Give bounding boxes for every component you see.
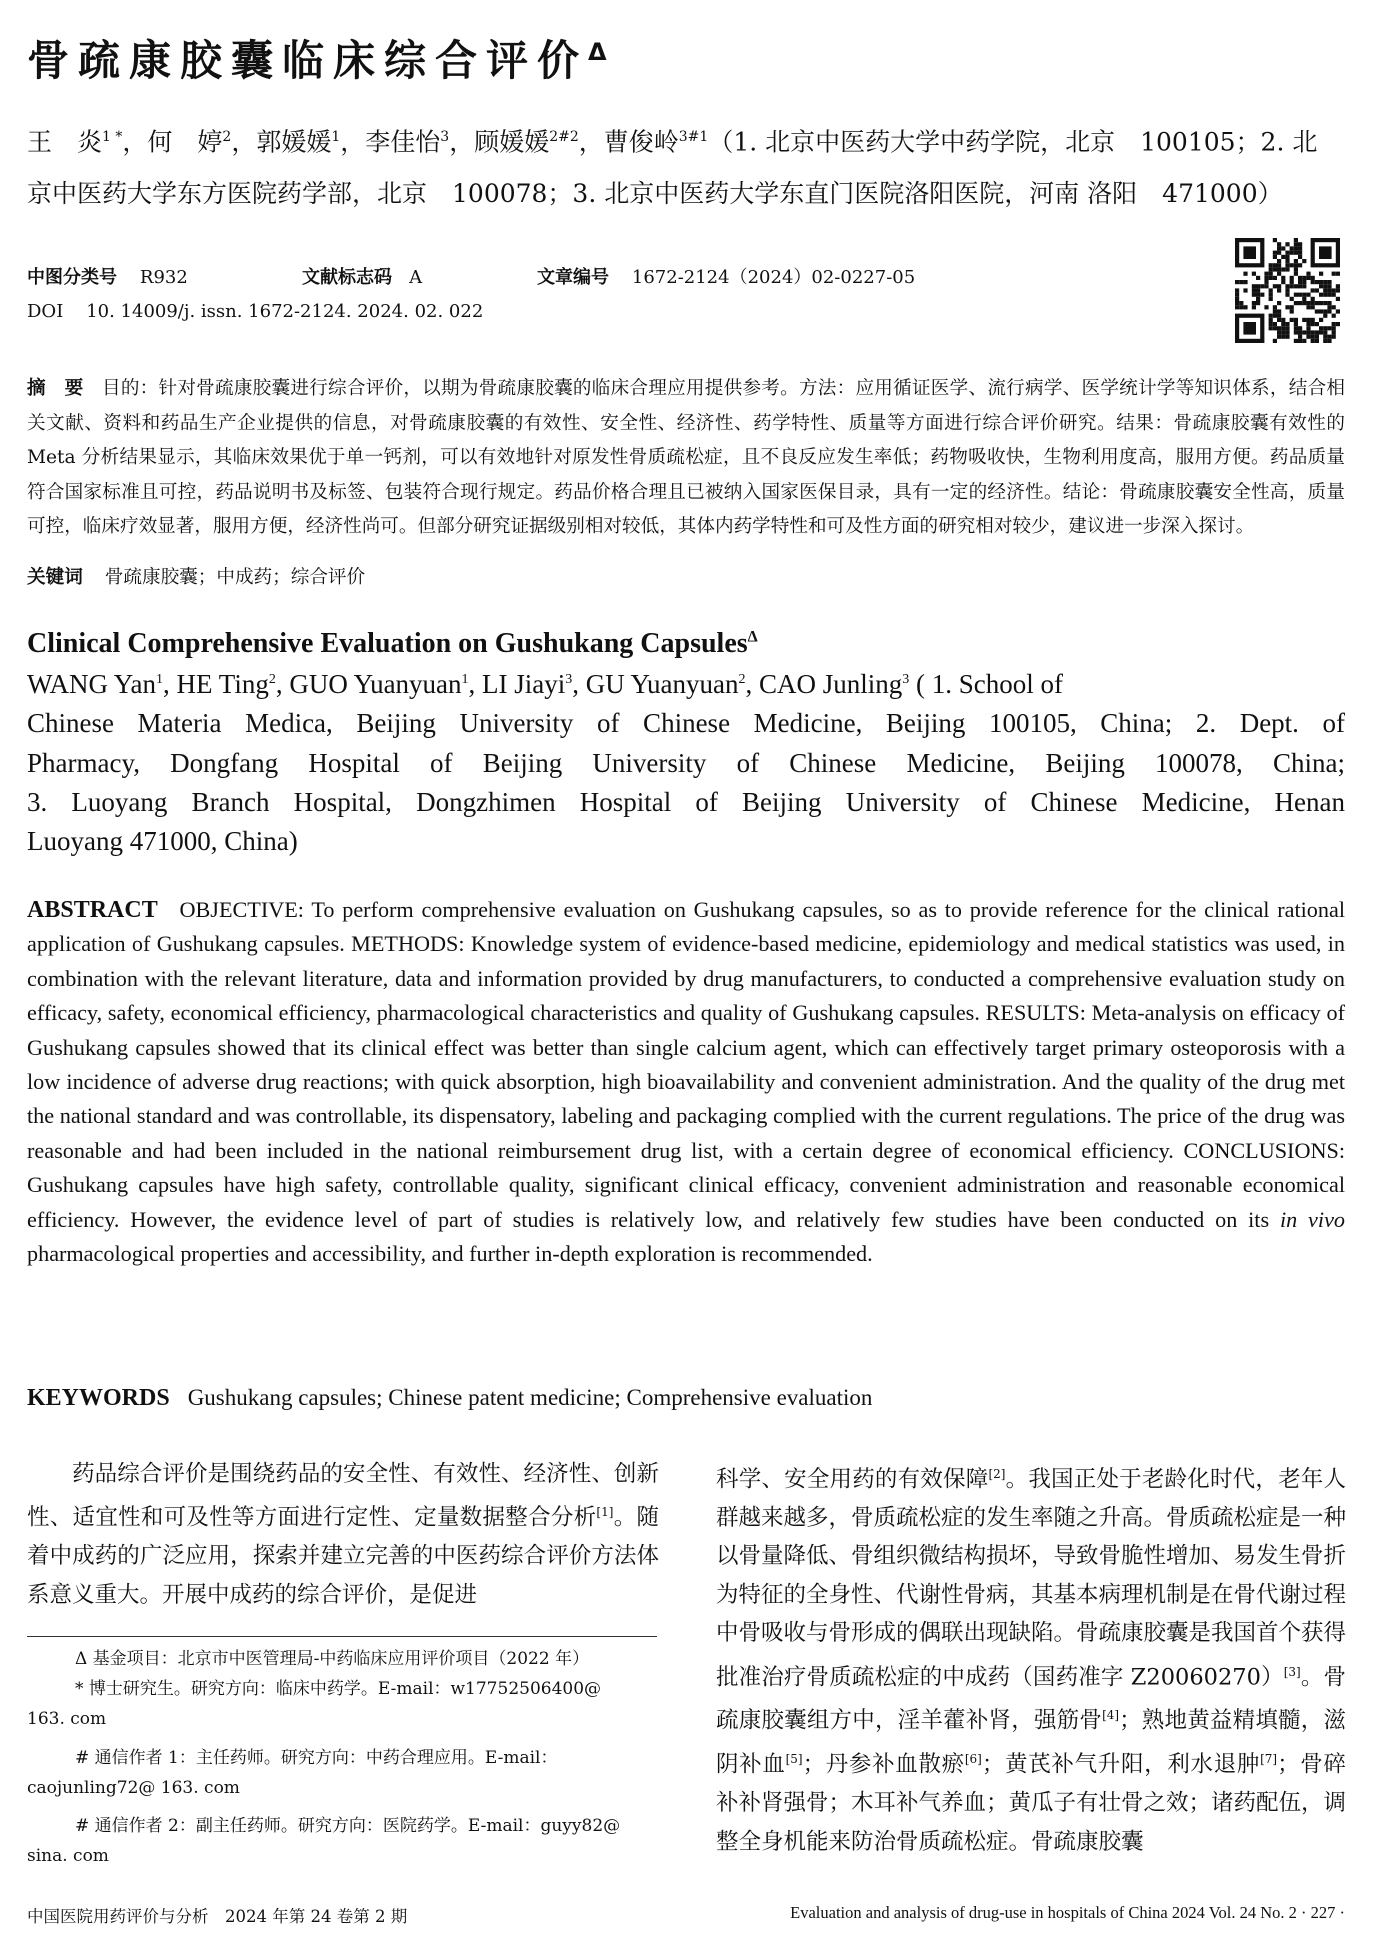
citation-ref[interactable]: [4] <box>1102 1708 1120 1723</box>
citation-ref[interactable]: [7] <box>1260 1752 1278 1767</box>
author-en: , GU Yuanyuan <box>572 669 739 699</box>
authors-en-line3: Pharmacy, Dongfang Hospital of Beijing University of Chinese Medicine, Beijing 100078, China; <box>27 748 1345 778</box>
footnote-author1-email: 163. com <box>27 1709 107 1729</box>
author-he-ting: ，何 婷 <box>122 127 223 157</box>
affiliation-en-start: ( 1. School of <box>916 669 1064 699</box>
author-en: , CAO Junling <box>745 669 903 699</box>
doc-code-value: A <box>409 267 423 288</box>
author-gu-yuanyuan: ，顾媛媛 <box>449 127 550 157</box>
body-text: 。随着中成药的广泛应用，探索并建立完善的中医药综合评价方法体系意义重大。开展中成药的综合评价，是促进 <box>27 1504 659 1608</box>
authors-en-line1 <box>27 669 1345 700</box>
abstract-en-text-end: pharmacological properties and accessibility, and further in-depth exploration is recommended. <box>27 1241 873 1267</box>
footnote-corresponding1-email: caojunling72@ 163. com <box>27 1778 240 1798</box>
affiliation-text: （1. 北京中医药大学中药学院，北京 100105；2. 北 <box>708 127 1318 157</box>
authors-cn-line2: 京中医药大学东方医院药学部，北京 100078；3. 北京中医药大学东直门医院洛阳医院，河南 洛阳 471000） <box>27 179 1283 208</box>
body-text: ；骨碎补补肾强骨；木耳补气养血；黄瓜子有壮骨之效；诸药配伍，调整全身机能来防治骨质疏松症。骨疏康胶囊 <box>716 1751 1347 1855</box>
footnote-corresponding2: # 通信作者 2：副主任药师。研究方向：医院药学。E-mail：guyy82@ <box>75 1816 621 1836</box>
body-text: 药品综合评价是围绕药品的安全性、有效性、经济性、创新性、适宜性和可及性等方面进行定性、定量数据整合分析 <box>27 1461 659 1531</box>
citation-ref[interactable]: [3] <box>1283 1664 1301 1679</box>
footnote-corresponding1: # 通信作者 1：主任药师。研究方向：中药合理应用。E-mail： <box>75 1748 558 1768</box>
footnote-corresponding2-email: sina. com <box>27 1846 109 1866</box>
footnote-divider <box>27 1636 657 1637</box>
keywords-en-label: KEYWORDS <box>27 1385 170 1411</box>
author-en: , GUO Yuanyuan <box>275 669 462 699</box>
author-sup: 1 <box>156 672 164 687</box>
author-sup: 2 <box>222 129 232 145</box>
author-en: , HE Ting <box>163 669 269 699</box>
article-title-en <box>27 628 758 660</box>
meta-clc <box>27 263 188 289</box>
body-text: ；丹参补血散瘀 <box>802 1751 965 1778</box>
abstract-en-text: OBJECTIVE: To perform comprehensive evaluation on Gushukang capsules, so as to provide reference for the clinical rational application of Gushukang capsules. METHODS: Knowledge system of evidence-based medicine, epidemiology and medical statistics was used, in combination with the relevant literature, data and information provided by drug manufacturers, to conducted a comprehensive evaluation study on efficacy, safety, economical efficiency, pharmacological characteristics and quality of Gushukang capsules. RESULTS: Meta-analysis on efficacy of Gushukang capsules showed that its clinical effect was better than single calcium agent, which can effectively target primary osteoporosis with a low incidence of adverse drug reactions; with quick absorption, high bioavailability and convenient administration. And the quality of the drug met the national standard and was controllable, its dispensatory, labeling and packaging complied with the current regulations. The price of the drug was reasonable and had been included in the national reimbursement drug list, with a certain degree of economical efficiency. CONCLUSIONS: Gushukang capsules have high safety, controllable quality, significant clinical efficacy, convenient administration and reasonable economical efficiency. However, the evidence level of part of studies is relatively low, and relatively few studies have been conducted on its <box>27 897 1345 1232</box>
author-sup: 2#2 <box>549 129 579 145</box>
meta-doi[interactable] <box>27 301 483 322</box>
authors-en-line2: Chinese Materia Medica, Beijing University of Chinese Medicine, Beijing 100105, China; 2. Dept. of <box>27 708 1345 738</box>
footer-journal-cn: 中国医院用药评价与分析 2024 年第 24 卷第 2 期 <box>27 1907 408 1926</box>
footer-journal-en: Evaluation and analysis of drug-use in hospitals of China 2024 Vol. 24 No. 2 · 227 · <box>790 1903 1345 1922</box>
abstract-cn-label: 摘 要 <box>27 378 84 399</box>
author-cao-junling: ，曹俊岭 <box>578 127 679 157</box>
clc-value: R932 <box>139 267 188 288</box>
author-sup: 2 <box>268 672 276 687</box>
body-column-left <box>27 1455 659 1614</box>
keywords-en-text: Gushukang capsules; Chinese patent medicine; Comprehensive evaluation <box>187 1385 873 1410</box>
author-sup: 3 <box>902 672 910 687</box>
author-sup: 3 <box>565 672 573 687</box>
clc-label: 中图分类号 <box>27 267 117 288</box>
authors-cn-line1 <box>27 117 1347 162</box>
author-sup: 1 <box>461 672 469 687</box>
author-sup: 1 <box>331 129 341 145</box>
keywords-cn-text: 骨疏康胶囊；中成药；综合评价 <box>104 567 366 588</box>
footnote-fund: Δ 基金项目：北京市中医管理局-中药临床应用评价项目（2022 年） <box>75 1649 590 1669</box>
authors-en-line5: Luoyang 471000, China) <box>27 826 298 856</box>
author-sup: 3 <box>440 129 450 145</box>
meta-article-number <box>537 263 915 289</box>
abstract-en-italic: in vivo <box>1279 1206 1346 1232</box>
doi-value[interactable]: 10. 14009/j. issn. 1672-2124. 2024. 02. 022 <box>86 301 484 322</box>
abstract-en-label: ABSTRACT <box>27 897 158 923</box>
article-number-label: 文章编号 <box>537 267 609 288</box>
footnote-author1: * 博士研究生。研究方向：临床中药学。E-mail：w17752506400@ <box>75 1679 602 1699</box>
author-li-jiayi: ，李佳怡 <box>340 127 441 157</box>
abstract-cn-text: 目的：针对骨疏康胶囊进行综合评价，以期为骨疏康胶囊的临床合理应用提供参考。方法：应用循证医学、流行病学、医学统计学等知识体系，结合相关文献、资料和药品生产企业提供的信息，对骨疏康胶囊的有效性、安全性、经济性、药学特性、质量等方面进行综合评价研究。结果：骨疏康胶囊有效性的 Meta 分析结果显示，其临床效果优于单一钙剂，可以有效地针对原发性骨质疏松症，且不良反应发生率低；药物吸收快，生物利用度高，服用方便。药品质量符合国家标准且可控，药品说明书及标签、包装符合现行规定。药品价格合理且已被纳入国家医保目录，具有一定的经济性。结论：骨疏康胶囊安全性高，质量可控，临床疗效显著，服用方便，经济性尚可。但部分研究证据级别相对较低，其体内药学特性和可及性方面的研究相对较少，建议进一步深入探讨。 <box>27 378 1345 537</box>
doc-code-label: 文献标志码 <box>302 267 392 288</box>
article-title <box>27 28 607 88</box>
author-sup: 2 <box>738 672 746 687</box>
abstract-cn <box>27 372 1345 545</box>
citation-ref[interactable]: [5] <box>785 1752 803 1767</box>
body-text: 科学、安全用药的有效保障 <box>716 1466 989 1493</box>
keywords-en <box>27 1385 872 1412</box>
citation-ref[interactable]: [6] <box>964 1752 982 1767</box>
abstract-en <box>27 893 1345 1271</box>
author-sup: 3#1 <box>678 129 709 145</box>
keywords-cn <box>27 563 365 589</box>
author-sup: 1 * <box>102 129 123 145</box>
keywords-cn-label: 关键词 <box>27 567 83 588</box>
doi-label: DOI <box>27 301 64 322</box>
body-text: ；熟地黄益精填髓，滋阴补血 <box>716 1707 1346 1778</box>
body-text: 。我国正处于老龄化时代，老年人群越来越多，骨质疏松症的发生率随之升高。骨质疏松症是一种以骨量降低、骨组织微结构损坏，导致骨脆性增加、易发生骨折为特征的全身性、代谢性骨病，其基本病理机制是在骨代谢过程中骨吸收与骨形成的偶联出现缺陷。骨疏康胶囊是我国首个获得批准治疗骨质疏松症的中成药（国药准字 Z20060270） <box>716 1466 1347 1691</box>
article-number-value: 1672-2124（2024）02-0227-05 <box>631 267 916 288</box>
citation-ref[interactable]: [2] <box>988 1467 1006 1481</box>
authors-en-line4: 3. Luoyang Branch Hospital, Dongzhimen Hospital of Beijing University of Chinese Medicine, Henan <box>27 787 1345 817</box>
citation-ref[interactable]: [1] <box>596 1505 614 1520</box>
body-text: 。骨疏康胶囊组方中，淫羊藿补肾，强筋骨 <box>716 1664 1346 1734</box>
meta-doc-code <box>302 263 422 289</box>
author-wang-yan: 王 炎 <box>27 127 103 157</box>
author-en: , LI Jiayi <box>468 669 566 699</box>
title-footnote-mark: Δ <box>588 38 607 66</box>
body-column-right <box>716 1455 1346 1861</box>
title-en-footnote-mark: Δ <box>747 628 758 646</box>
author-guo-yuanyuan: ，郭媛媛 <box>231 127 332 157</box>
title-en-text: Clinical Comprehensive Evaluation on Gushukang Capsules <box>27 628 748 659</box>
qr-code-icon <box>1235 238 1340 343</box>
author-en: WANG Yan <box>27 669 157 699</box>
body-text: ；黄芪补气升阳，利水退肿 <box>981 1751 1261 1778</box>
title-text: 骨疏康胶囊临床综合评价 <box>27 36 589 85</box>
